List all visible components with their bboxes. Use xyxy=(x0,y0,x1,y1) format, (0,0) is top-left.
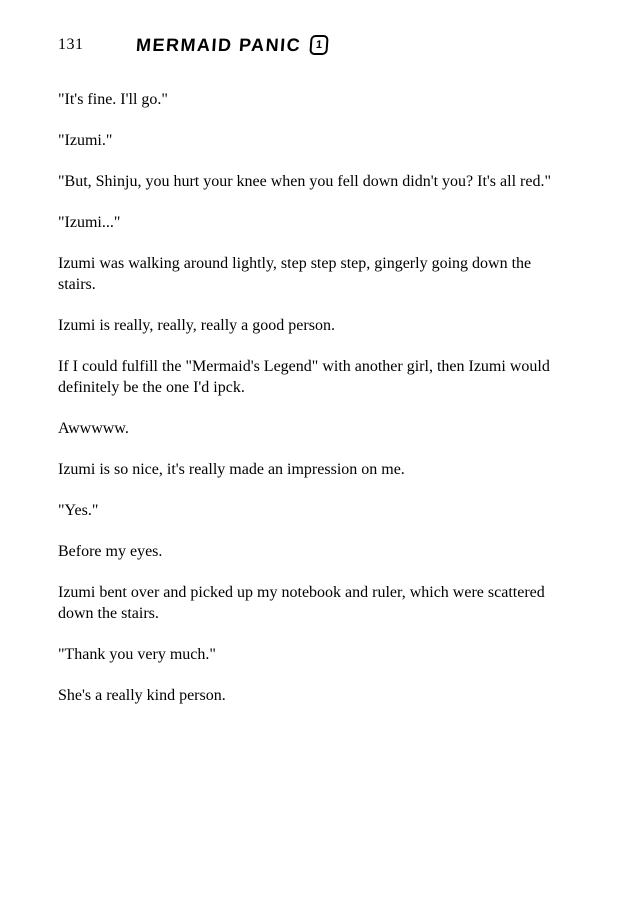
paragraph: Izumi is so nice, it's really made an impression on me. xyxy=(58,461,405,478)
paragraph: "It's fine. I'll go." xyxy=(58,91,168,108)
page-header xyxy=(58,33,566,57)
paragraph: Before my eyes. xyxy=(58,543,163,560)
paragraph: "Izumi." xyxy=(58,132,113,149)
paragraph: "But, Shinju, you hurt your knee when you fell down didn't you? It's all red." xyxy=(58,173,551,190)
body-text xyxy=(58,89,566,706)
paragraph: "Izumi..." xyxy=(58,214,121,231)
paragraph: Awwwww. xyxy=(58,420,129,437)
paragraph: Izumi is really, really, really a good person. xyxy=(58,317,335,334)
volume-number-badge: 1 xyxy=(309,35,328,55)
paragraph: "Thank you very much." xyxy=(58,646,216,663)
chapter-title: MERMAID PANIC xyxy=(134,34,302,55)
paragraph: If I could fulfill the "Mermaid's Legend" with another girl, then Izumi would definitely be the one I'd ipck. xyxy=(58,358,550,396)
paragraph: She's a really kind person. xyxy=(58,687,226,704)
paragraph: Izumi bent over and picked up my notebook and ruler, which were scattered down the stairs. xyxy=(58,584,545,622)
page-number: 131 xyxy=(58,36,84,53)
paragraph: "Yes." xyxy=(58,502,99,519)
paragraph: Izumi was walking around lightly, step step step, gingerly going down the stairs. xyxy=(58,255,532,293)
